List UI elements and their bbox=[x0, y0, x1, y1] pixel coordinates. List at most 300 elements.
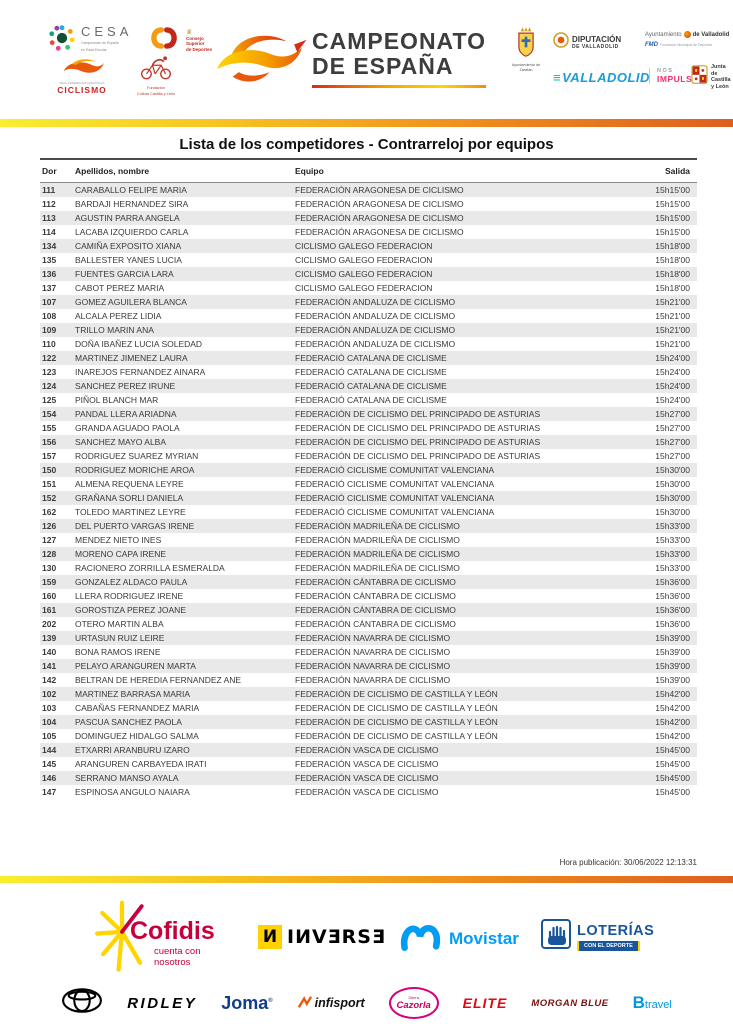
cell-dorsal: 142 bbox=[42, 675, 57, 685]
cell-dorsal: 162 bbox=[42, 507, 57, 517]
morgan-blue-logo: MORGAN BLUE bbox=[531, 997, 609, 1009]
table-row bbox=[40, 561, 697, 575]
cell-team: FEDERACIÓN DE CICLISMO DEL PRINCIPADO DE ASTURIAS bbox=[295, 451, 541, 461]
table-row bbox=[40, 589, 697, 603]
column-header-start: Salida bbox=[664, 166, 690, 176]
table-row bbox=[40, 645, 697, 659]
sierra-cazorla-logo bbox=[389, 987, 439, 1019]
cell-name: ESPINOSA ANGULO NAIARA bbox=[75, 787, 190, 797]
column-header-name: Apellidos, nombre bbox=[75, 166, 150, 176]
movistar-wordmark: Movistar bbox=[449, 928, 519, 948]
cesa-acronym: CESA bbox=[81, 24, 133, 39]
inverse-mark-icon: И bbox=[258, 925, 282, 949]
cell-dorsal: 150 bbox=[42, 465, 57, 475]
cofidis-tagline-1: cuenta con bbox=[154, 946, 201, 957]
cazorla-top-label: Sierra bbox=[408, 995, 419, 1000]
table-row bbox=[40, 183, 697, 197]
cell-name: MORENO CAPA IRENE bbox=[75, 549, 166, 559]
cell-start-time: 15h33'00 bbox=[655, 535, 690, 545]
cell-dorsal: 137 bbox=[42, 283, 57, 293]
diputacion-emblem-icon bbox=[553, 32, 569, 53]
competitors-table bbox=[40, 158, 697, 799]
table-row bbox=[40, 477, 697, 491]
cell-name: CABOT PEREZ MARIA bbox=[75, 283, 165, 293]
cesa-caption-2: en Edad Escolar bbox=[81, 47, 107, 52]
cell-name: SANCHEZ PEREZ IRUNE bbox=[75, 381, 176, 391]
cell-team: CICLISMO GALEGO FEDERACION bbox=[295, 283, 433, 293]
cell-name: PELAYO ARANGUREN MARTA bbox=[75, 661, 196, 671]
cell-start-time: 15h42'00 bbox=[655, 717, 690, 727]
cultura-caption-1: Fundación bbox=[147, 86, 165, 90]
fmd-label: FMD bbox=[645, 42, 658, 48]
cultura-cyl-logo bbox=[124, 54, 188, 96]
infisport-swoosh-icon bbox=[297, 995, 313, 1012]
event-title-line2: DE ESPAÑA bbox=[312, 53, 454, 79]
cell-start-time: 15h18'00 bbox=[655, 283, 690, 293]
cell-dorsal: 151 bbox=[42, 479, 57, 489]
campeonato-logo bbox=[208, 20, 498, 110]
cell-start-time: 15h15'00 bbox=[655, 199, 690, 209]
cell-dorsal: 108 bbox=[42, 311, 57, 321]
cell-name: BELTRAN DE HEREDIA FERNANDEZ ANE bbox=[75, 675, 242, 685]
cell-name: RODRIGUEZ MORICHE AROA bbox=[75, 465, 195, 475]
inverse-wordmark: IИVƎRSƎ bbox=[287, 926, 386, 948]
cell-dorsal: 147 bbox=[42, 787, 57, 797]
rfec-swoosh-icon bbox=[59, 63, 105, 80]
cesa-logo bbox=[48, 24, 132, 57]
cell-start-time: 15h24'00 bbox=[655, 367, 690, 377]
infisport-wordmark: infisport bbox=[314, 996, 365, 1010]
cell-dorsal: 156 bbox=[42, 437, 57, 447]
table-row bbox=[40, 239, 697, 253]
rfec-caption: REAL FEDERACIÓN ESPAÑOLA bbox=[59, 81, 105, 85]
cell-name: MARTINEZ JIMENEZ LAURA bbox=[75, 353, 188, 363]
table-row bbox=[40, 505, 697, 519]
table-row bbox=[40, 211, 697, 225]
cell-team: FEDERACIÓ CATALANA DE CICLISME bbox=[295, 395, 447, 405]
junta-caption-2: Castilla y León bbox=[711, 77, 731, 90]
cell-team: FEDERACIÓN CÁNTABRA DE CICLISMO bbox=[295, 605, 456, 615]
cell-dorsal: 104 bbox=[42, 717, 57, 727]
cell-name: BONA RAMOS IRENE bbox=[75, 647, 161, 657]
cell-start-time: 15h45'00 bbox=[655, 773, 690, 783]
btravel-rest: travel bbox=[644, 999, 672, 1011]
table-row bbox=[40, 365, 697, 379]
cell-team: FEDERACIÓ CICLISME COMUNITAT VALENCIANA bbox=[295, 479, 495, 489]
cultura-caption-2: Cultura Castilla y León bbox=[136, 91, 176, 96]
cell-name: SANCHEZ MAYO ALBA bbox=[75, 437, 167, 447]
diputacion-valladolid-logo bbox=[553, 32, 621, 53]
column-header-dorsal: Dor bbox=[42, 166, 57, 176]
cell-name: PANDAL LLERA ARIADNA bbox=[75, 409, 177, 419]
cell-dorsal: 113 bbox=[42, 213, 56, 223]
cell-team: FEDERACIÓN ANDALUZA DE CICLISMO bbox=[295, 311, 456, 321]
cell-dorsal: 157 bbox=[42, 451, 57, 461]
cell-team: FEDERACIÓN DE CICLISMO DEL PRINCIPADO DE ASTURIAS bbox=[295, 437, 541, 447]
zaratan-shield-icon bbox=[515, 45, 537, 62]
table-row bbox=[40, 281, 697, 295]
cell-dorsal: 161 bbox=[42, 605, 57, 615]
loterias-badge: CON EL DEPORTE bbox=[577, 941, 640, 951]
cofidis-tagline-2: nosotros bbox=[154, 956, 191, 968]
cell-name: DOÑA IBAÑEZ LUCIA SOLEDAD bbox=[75, 339, 203, 349]
cell-name: SERRANO MANSO AYALA bbox=[75, 773, 179, 783]
secondary-sponsors-row bbox=[0, 984, 733, 1022]
cell-start-time: 15h24'00 bbox=[655, 395, 690, 405]
cell-team: CICLISMO GALEGO FEDERACION bbox=[295, 241, 433, 251]
cell-start-time: 15h15'00 bbox=[655, 227, 690, 237]
cell-dorsal: 111 bbox=[42, 185, 56, 195]
cell-name: BALLESTER YANES LUCIA bbox=[75, 255, 182, 265]
cell-dorsal: 152 bbox=[42, 493, 57, 503]
cell-team: FEDERACIÓN DE CICLISMO DE CASTILLA Y LEÓN bbox=[295, 717, 498, 727]
cell-start-time: 15h24'00 bbox=[655, 381, 690, 391]
cyclist-icon bbox=[137, 67, 175, 84]
ayto-post-label: de Valladolid bbox=[692, 31, 730, 38]
cazorla-wordmark: Cazorla bbox=[396, 1000, 431, 1011]
table-row bbox=[40, 337, 697, 351]
cell-name: AGUSTIN PARRA ANGELA bbox=[75, 213, 180, 223]
cesa-emblem-icon bbox=[48, 24, 76, 57]
cell-dorsal: 155 bbox=[42, 423, 57, 433]
cell-dorsal: 126 bbox=[42, 521, 57, 531]
cell-start-time: 15h30'00 bbox=[655, 479, 690, 489]
cell-start-time: 15h21'00 bbox=[655, 325, 690, 335]
cell-start-time: 15h42'00 bbox=[655, 689, 690, 699]
cell-name: ALMENA REQUENA LEYRE bbox=[75, 479, 184, 489]
cell-team: FEDERACIÓN ANDALUZA DE CICLISMO bbox=[295, 339, 456, 349]
table-row bbox=[40, 463, 697, 477]
cell-name: CAMIÑA EXPOSITO XIANA bbox=[75, 241, 182, 251]
crown-icon: ♛ bbox=[186, 28, 193, 36]
cesa-caption-1: Campeonato de España bbox=[81, 41, 119, 45]
nos-impulsa-line1: NOS bbox=[657, 68, 674, 74]
table-row bbox=[40, 659, 697, 673]
table-row bbox=[40, 771, 697, 785]
cell-name: LLERA RODRIGUEZ IRENE bbox=[75, 591, 184, 601]
cell-team: FEDERACIÓ CATALANA DE CICLISME bbox=[295, 353, 447, 363]
cell-start-time: 15h15'00 bbox=[655, 213, 690, 223]
cell-team: FEDERACIÓN ARAGONESA DE CICLISMO bbox=[295, 199, 464, 209]
table-row bbox=[40, 491, 697, 505]
junta-caption-1: Junta de bbox=[711, 64, 726, 77]
loterias-hand-icon bbox=[541, 919, 571, 954]
table-row bbox=[40, 449, 697, 463]
registered-mark: ® bbox=[268, 997, 273, 1004]
cell-start-time: 15h36'00 bbox=[655, 619, 690, 629]
table-row bbox=[40, 309, 697, 323]
cell-team: FEDERACIÓN CÁNTABRA DE CICLISMO bbox=[295, 577, 456, 587]
cell-team: FEDERACIÓN NAVARRA DE CICLISMO bbox=[295, 661, 451, 671]
cell-dorsal: 136 bbox=[42, 269, 57, 279]
cell-name: GRANDA AGUADO PAOLA bbox=[75, 423, 180, 433]
cell-team: FEDERACIÓN DE CICLISMO DE CASTILLA Y LEÓN bbox=[295, 731, 498, 741]
cell-name: PIÑOL BLANCH MAR bbox=[75, 395, 159, 405]
zaratan-logo bbox=[507, 26, 545, 72]
table-row bbox=[40, 687, 697, 701]
cell-team: FEDERACIÓN DE CICLISMO DE CASTILLA Y LEÓN bbox=[295, 703, 498, 713]
cell-name: GOMEZ AGUILERA BLANCA bbox=[75, 297, 187, 307]
primary-sponsors-row bbox=[0, 893, 733, 979]
cell-start-time: 15h39'00 bbox=[655, 661, 690, 671]
cell-team: FEDERACIÓN ARAGONESA DE CICLISMO bbox=[295, 227, 464, 237]
cell-dorsal: 134 bbox=[42, 241, 57, 251]
cell-start-time: 15h39'00 bbox=[655, 647, 690, 657]
csd-caption-2: Superior bbox=[186, 41, 205, 47]
cell-dorsal: 159 bbox=[42, 577, 57, 587]
table-row bbox=[40, 323, 697, 337]
cell-name: CABAÑAS FERNANDEZ MARIA bbox=[75, 703, 200, 713]
cell-team: FEDERACIÓN MADRILEÑA DE CICLISMO bbox=[295, 549, 460, 559]
table-row bbox=[40, 631, 697, 645]
btravel-b: B bbox=[632, 993, 645, 1012]
ridley-logo: RIDLEY bbox=[127, 994, 198, 1012]
cell-team: FEDERACIÓ CICLISME COMUNITAT VALENCIANA bbox=[295, 493, 495, 503]
cell-start-time: 15h18'00 bbox=[655, 269, 690, 279]
cell-name: FUENTES GARCIA LARA bbox=[75, 269, 174, 279]
cell-team: FEDERACIÓN VASCA DE CICLISMO bbox=[295, 787, 439, 797]
csd-caption-1: Consejo bbox=[186, 35, 204, 41]
table-row bbox=[40, 197, 697, 211]
cell-team: FEDERACIÓ CATALANA DE CICLISME bbox=[295, 381, 447, 391]
cell-dorsal: 160 bbox=[42, 591, 57, 601]
movistar-m-icon bbox=[398, 921, 442, 956]
table-row bbox=[40, 351, 697, 365]
cell-name: LACABA IZQUIERDO CARLA bbox=[75, 227, 189, 237]
cell-name: BARDAJI HERNANDEZ SIRA bbox=[75, 199, 189, 209]
table-row bbox=[40, 617, 697, 631]
cell-team: CICLISMO GALEGO FEDERACION bbox=[295, 255, 433, 265]
cell-dorsal: 144 bbox=[42, 745, 57, 755]
cell-team: FEDERACIÓN VASCA DE CICLISMO bbox=[295, 759, 439, 769]
cell-dorsal: 125 bbox=[42, 395, 57, 405]
cell-start-time: 15h30'00 bbox=[655, 507, 690, 517]
zaratan-caption-2: Zaratán bbox=[519, 67, 533, 72]
cell-name: MARTINEZ BARRASA MARIA bbox=[75, 689, 191, 699]
cell-team: FEDERACIÓN DE CICLISMO DEL PRINCIPADO DE ASTURIAS bbox=[295, 423, 541, 433]
cell-dorsal: 114 bbox=[42, 227, 56, 237]
csd-s-mark-icon bbox=[146, 24, 182, 57]
rfec-label: CICLISMO bbox=[57, 85, 107, 95]
event-title-line1: CAMPEONATO bbox=[312, 28, 486, 54]
joma-wordmark: Joma bbox=[221, 992, 269, 1013]
table-row bbox=[40, 435, 697, 449]
cell-team: FEDERACIÓN DE CICLISMO DEL PRINCIPADO DE ASTURIAS bbox=[295, 409, 541, 419]
cell-start-time: 15h45'00 bbox=[655, 759, 690, 769]
cell-name: GONZALEZ ALDACO PAULA bbox=[75, 577, 188, 587]
cell-dorsal: 202 bbox=[42, 619, 57, 629]
cell-start-time: 15h33'00 bbox=[655, 563, 690, 573]
cell-start-time: 15h39'00 bbox=[655, 675, 690, 685]
cell-team: FEDERACIÓ CATALANA DE CICLISME bbox=[295, 367, 447, 377]
cell-team: FEDERACIÓN NAVARRA DE CICLISMO bbox=[295, 633, 451, 643]
castilla-leon-shield-icon bbox=[691, 65, 708, 90]
cell-dorsal: 127 bbox=[42, 535, 57, 545]
cell-name: RACIONERO ZORRILLA ESMERALDA bbox=[75, 563, 225, 573]
table-row bbox=[40, 729, 697, 743]
movistar-logo bbox=[398, 921, 519, 956]
cell-name: PASCUA SANCHEZ PAOLA bbox=[75, 717, 182, 727]
cell-dorsal: 102 bbox=[42, 689, 57, 699]
table-row bbox=[40, 785, 697, 799]
table-row bbox=[40, 701, 697, 715]
cell-name: ARANGUREN CARBAYEDA IRATI bbox=[75, 759, 207, 769]
cell-team: CICLISMO GALEGO FEDERACION bbox=[295, 269, 433, 279]
elite-logo: ELITE bbox=[462, 995, 508, 1011]
cell-dorsal: 109 bbox=[42, 325, 57, 335]
cell-name: DOMINGUEZ HIDALGO SALMA bbox=[75, 731, 199, 741]
cell-start-time: 15h36'00 bbox=[655, 605, 690, 615]
cell-team: FEDERACIÓN MADRILEÑA DE CICLISMO bbox=[295, 535, 460, 545]
valladolid-sport-logo: ≡ VALLADOLID bbox=[553, 70, 650, 85]
cell-start-time: 15h33'00 bbox=[655, 521, 690, 531]
cell-name: DEL PUERTO VARGAS IRENE bbox=[75, 521, 195, 531]
fmd-caption: Fundación Municipal de Deportes bbox=[660, 43, 713, 47]
cell-team: FEDERACIÓ CICLISME COMUNITAT VALENCIANA bbox=[295, 465, 495, 475]
diputacion-line1: DIPUTACIÓN bbox=[572, 35, 622, 44]
table-row bbox=[40, 295, 697, 309]
table-row bbox=[40, 533, 697, 547]
table-row bbox=[40, 715, 697, 729]
cell-dorsal: 105 bbox=[42, 731, 57, 741]
cell-start-time: 15h42'00 bbox=[655, 731, 690, 741]
cell-dorsal: 141 bbox=[42, 661, 57, 671]
cell-name: ALCALA PEREZ LIDIA bbox=[75, 311, 162, 321]
btravel-logo bbox=[633, 993, 672, 1013]
cell-start-time: 15h45'00 bbox=[655, 745, 690, 755]
publication-timestamp: Hora publicación: 30/06/2022 12:13:31 bbox=[559, 858, 697, 867]
cell-dorsal: 124 bbox=[42, 381, 57, 391]
table-row bbox=[40, 575, 697, 589]
cell-dorsal: 140 bbox=[42, 647, 57, 657]
junta-cyl-logo bbox=[691, 64, 733, 90]
cell-team: FEDERACIÓN DE CICLISMO DE CASTILLA Y LEÓN bbox=[295, 689, 498, 699]
table-row bbox=[40, 673, 697, 687]
cell-team: FEDERACIÓN ARAGONESA DE CICLISMO bbox=[295, 213, 464, 223]
cell-start-time: 15h36'00 bbox=[655, 591, 690, 601]
table-row bbox=[40, 393, 697, 407]
cell-name: OTERO MARTIN ALBA bbox=[75, 619, 164, 629]
cofidis-logo bbox=[92, 895, 252, 979]
cell-team: FEDERACIÓN MADRILEÑA DE CICLISMO bbox=[295, 521, 460, 531]
cell-start-time: 15h27'00 bbox=[655, 437, 690, 447]
cell-team: FEDERACIÓN ANDALUZA DE CICLISMO bbox=[295, 297, 456, 307]
cell-name: CARABALLO FELIPE MARIA bbox=[75, 185, 187, 195]
cell-dorsal: 122 bbox=[42, 353, 57, 363]
cell-dorsal: 154 bbox=[42, 409, 57, 419]
cell-team: FEDERACIÓN ANDALUZA DE CICLISMO bbox=[295, 325, 456, 335]
cell-dorsal: 103 bbox=[42, 703, 57, 713]
cell-start-time: 15h21'00 bbox=[655, 311, 690, 321]
page-title: Lista de los competidores - Contrarreloj por equipos bbox=[179, 136, 554, 153]
column-header-team: Equipo bbox=[295, 166, 324, 176]
cell-name: TOLEDO MARTINEZ LEYRE bbox=[75, 507, 186, 517]
cell-start-time: 15h15'00 bbox=[655, 185, 690, 195]
cell-name: RODRIGUEZ SUAREZ MYRIAN bbox=[75, 451, 199, 461]
table-row bbox=[40, 267, 697, 281]
cell-team: FEDERACIÓN ARAGONESA DE CICLISMO bbox=[295, 185, 464, 195]
table-row bbox=[40, 407, 697, 421]
top-gradient-bar bbox=[0, 119, 733, 127]
cell-team: FEDERACIÓ CICLISME COMUNITAT VALENCIANA bbox=[295, 507, 495, 517]
cell-name: URTASUN RUIZ LEIRE bbox=[75, 633, 165, 643]
table-row bbox=[40, 421, 697, 435]
ayto-valladolid-logo bbox=[645, 31, 733, 48]
cell-name: TRILLO MARIN ANA bbox=[75, 325, 154, 335]
cell-start-time: 15h30'00 bbox=[655, 493, 690, 503]
inverse-logo bbox=[258, 925, 386, 949]
cell-dorsal: 107 bbox=[42, 297, 57, 307]
cell-dorsal: 112 bbox=[42, 199, 56, 209]
cell-start-time: 15h24'00 bbox=[655, 353, 690, 363]
cell-name: ETXARRI ARANBURU IZARO bbox=[75, 745, 190, 755]
cell-dorsal: 146 bbox=[42, 773, 57, 783]
institutional-logos bbox=[503, 24, 733, 104]
cell-dorsal: 123 bbox=[42, 367, 57, 377]
table-row bbox=[40, 757, 697, 771]
table-row bbox=[40, 379, 697, 393]
infisport-logo bbox=[297, 995, 365, 1012]
table-row bbox=[40, 603, 697, 617]
cell-dorsal: 130 bbox=[42, 563, 57, 573]
nos-impulsa-line2: IMPULS bbox=[657, 74, 693, 84]
cell-name: GRAÑANA SORLI DANIELA bbox=[75, 493, 184, 503]
cell-start-time: 15h27'00 bbox=[655, 423, 690, 433]
ayto-pre-label: Ayuntamiento bbox=[645, 31, 682, 38]
cell-start-time: 15h42'00 bbox=[655, 703, 690, 713]
competitors-table-body bbox=[40, 183, 697, 799]
cell-start-time: 15h36'00 bbox=[655, 577, 690, 587]
cell-start-time: 15h27'00 bbox=[655, 451, 690, 461]
toyota-logo-icon bbox=[61, 987, 103, 1019]
cell-team: FEDERACIÓN CÁNTABRA DE CICLISMO bbox=[295, 619, 456, 629]
cell-team: FEDERACIÓN VASCA DE CICLISMO bbox=[295, 745, 439, 755]
cell-start-time: 15h21'00 bbox=[655, 339, 690, 349]
document-header bbox=[0, 0, 733, 119]
table-row bbox=[40, 253, 697, 267]
cell-name: MENDEZ NIETO INES bbox=[75, 535, 162, 545]
cell-dorsal: 110 bbox=[42, 339, 56, 349]
cell-name: INAREJOS FERNANDEZ AINARA bbox=[75, 367, 206, 377]
table-row bbox=[40, 225, 697, 239]
cell-dorsal: 135 bbox=[42, 255, 57, 265]
cell-start-time: 15h30'00 bbox=[655, 465, 690, 475]
table-header-row bbox=[40, 158, 697, 183]
zaratan-caption-1: Ayuntamiento de bbox=[511, 63, 541, 67]
table-row bbox=[40, 519, 697, 533]
cell-dorsal: 145 bbox=[42, 759, 57, 769]
joma-logo bbox=[221, 993, 272, 1014]
event-underline bbox=[312, 85, 486, 88]
cell-team: FEDERACIÓN MADRILEÑA DE CICLISMO bbox=[295, 563, 460, 573]
cell-dorsal: 139 bbox=[42, 633, 57, 643]
cell-team: FEDERACIÓN VASCA DE CICLISMO bbox=[295, 773, 439, 783]
campeonato-bird-icon bbox=[208, 24, 308, 103]
ayto-valladolid-emblem-icon bbox=[684, 31, 691, 38]
cell-name: GOROSTIZA PEREZ JOANE bbox=[75, 605, 186, 615]
cofidis-wordmark: Cofidis bbox=[130, 917, 215, 945]
cell-start-time: 15h45'00 bbox=[655, 787, 690, 797]
cell-start-time: 15h39'00 bbox=[655, 633, 690, 643]
rfec-ciclismo-logo bbox=[50, 56, 114, 95]
cell-team: FEDERACIÓN CÁNTABRA DE CICLISMO bbox=[295, 591, 456, 601]
csd-caption-3: de Deportes bbox=[186, 46, 213, 52]
cell-start-time: 15h18'00 bbox=[655, 241, 690, 251]
loterias-wordmark: LOTERÍAS bbox=[577, 922, 655, 939]
bottom-gradient-bar bbox=[0, 876, 733, 883]
cell-dorsal: 128 bbox=[42, 549, 57, 559]
cell-team: FEDERACIÓN NAVARRA DE CICLISMO bbox=[295, 647, 451, 657]
